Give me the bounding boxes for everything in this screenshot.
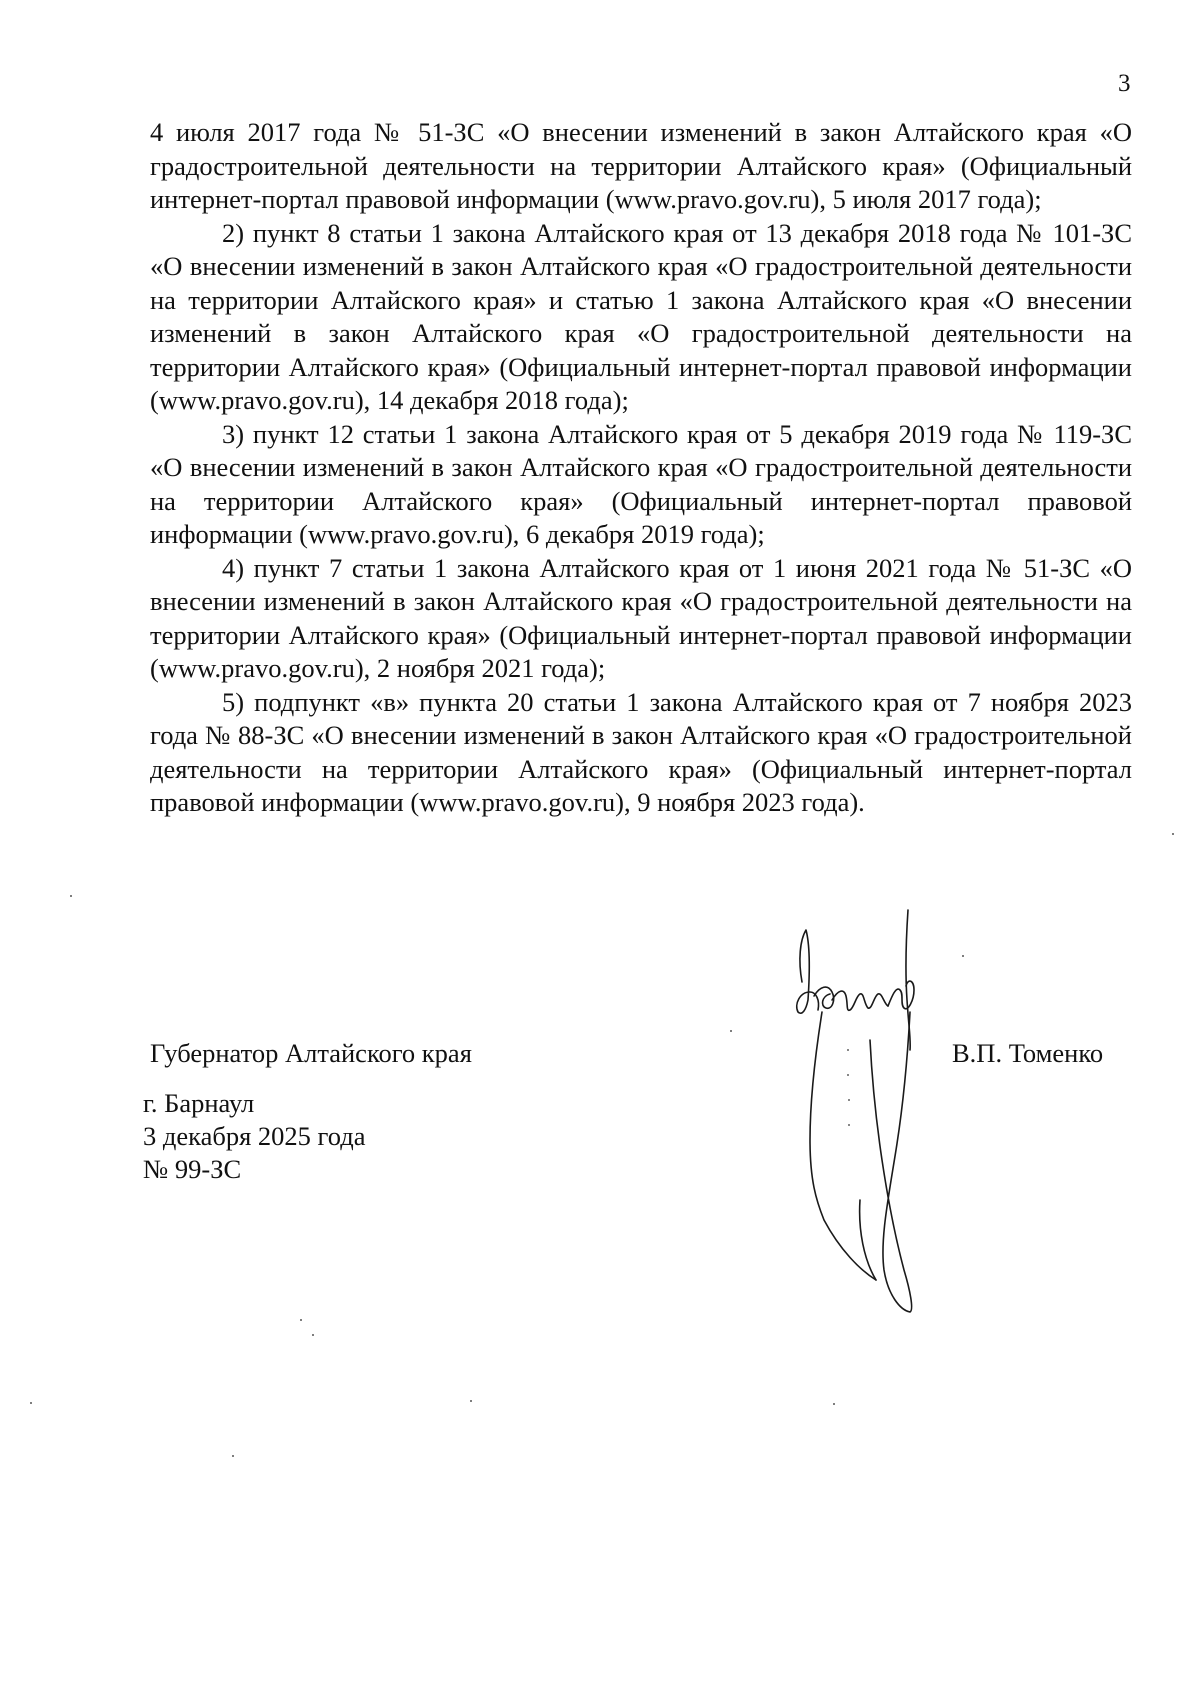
place-and-date <box>143 1087 365 1186</box>
scan-speck <box>312 1334 314 1336</box>
scan-speck <box>70 895 72 897</box>
scan-speck <box>962 955 964 957</box>
paragraph-4: 4) пункт 7 статьи 1 закона Алтайского края от 1 июня 2021 года № 51-ЗС «О внесении изменений в закон Алтайского края «О градостроительной деятельности на территории Алтайского края» (Официальный интернет-портал правовой информации (www.pravo.gov.ru), 2 ноября 2021 года); <box>150 552 1132 683</box>
paragraph-5: 5) подпункт «в» пункта 20 статьи 1 закона Алтайского края от 7 ноября 2023 года № 88-ЗС «О внесении изменений в закон Алтайского края «О градостроительной деятельности на территории Алтайского края» (Официальный интернет-портал правовой информации (www.pravo.gov.ru), 9 ноября 2023 года). <box>150 686 1132 817</box>
scan-speck <box>730 1030 732 1032</box>
scan-speck <box>470 1400 472 1402</box>
scan-speck <box>30 1402 32 1404</box>
paragraph-1: 4 июля 2017 года № 51-ЗС «О внесении изменений в закон Алтайского края «О градостроительной деятельности на территории Алтайского края» (Официальный интернет-портал правовой информации (www.pravo.gov.ru), 5 июля 2017 года); <box>150 117 1132 214</box>
scan-speck <box>232 1455 234 1457</box>
paragraph-2: 2) пункт 8 статьи 1 закона Алтайского края от 13 декабря 2018 года № 101-ЗС «О внесении изменений в закон Алтайского края «О градостроительной деятельности на территории Алтайского края» и статью 1 закона Алтайского края «О внесении изменений в закон Алтайского края «О градостроительной деятельности на территории Алтайского края» (Официальный интернет-портал правовой информации (www.pravo.gov.ru), 14 декабря 2018 года); <box>150 217 1132 415</box>
handwritten-signature <box>780 900 990 1330</box>
scan-speck <box>300 1319 302 1321</box>
city: г. Барнаул <box>143 1088 255 1118</box>
law-number: № 99-ЗС <box>143 1154 242 1184</box>
date: 3 декабря 2025 года <box>143 1121 366 1151</box>
scan-speck <box>833 1403 835 1405</box>
paragraph-3: 3) пункт 12 статьи 1 закона Алтайского края от 5 декабря 2019 года № 119-ЗС «О внесении изменений в закон Алтайского края «О градостроительной деятельности на территории Алтайского края» (Официальный интернет-портал правовой информации (www.pravo.gov.ru), 6 декабря 2019 года); <box>150 418 1132 549</box>
scan-speck <box>1172 833 1174 835</box>
page-number: 3 <box>1118 70 1131 97</box>
signatory-title: Губернатор Алтайского края <box>150 1038 472 1068</box>
signatory-name: В.П. Томенко <box>952 1038 1104 1068</box>
